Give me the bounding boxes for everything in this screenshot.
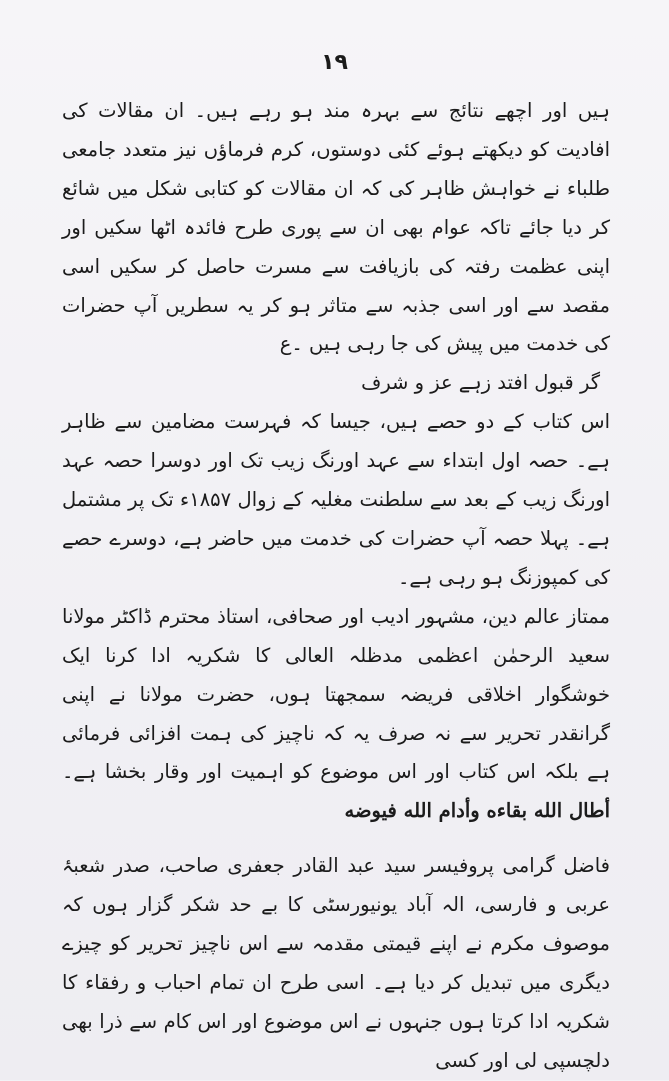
page-content [62,92,610,1081]
paragraph-book-parts: اس کتاب کے دو حصے ہیں، جیسا کہ فہرست مضامین سے ظاہر ہے۔ حصہ اول ابتداء سے عہد اورنگ زیب تک اور دوسرا حصہ عہد اورنگ زیب کے بعد سے سلطنت مغلیہ کے زوال ۱۸۵۷ء تک پر مشتمل ہے۔ پہلا حصہ آپ حضرات کی خدمت میں حاضر ہے، دوسرے حصے کی کمپوزنگ ہو رہی ہے۔ [62,410,610,589]
paragraph-acknowledgement-jafri: فاضل گرامی پروفیسر سید عبد القادر جعفری صاحب، صدر شعبۂ عربی و فارسی، الہ آباد یونیورسٹی کا بے حد شکر گزار ہوں کہ موصوف مکرم نے اپنے قیمتی مقدمہ سے اس ناچیز تحریر کو چیزے دیگری میں تبدیل کر دیا ہے۔ اسی طرح ان تمام احباب و رفقاء کا شکریہ ادا کرتا ہوں جنہوں نے اس موضوع اور اس کام سے ذرا بھی دلچسپی لی اور کسی [62,854,610,1072]
verse-line: گر قبول افتد زہے عز و شرف [361,371,600,395]
paragraph-intro: ہیں اور اچھے نتائج سے بہرہ مند ہو رہے ہیں۔ ان مقالات کی افادیت کو دیکھتے ہوئے کئی دوستوں، کرم فرماؤں نیز متعدد جامعی طلباء نے خواہش ظاہر کی کہ ان مقالات کو کتابی شکل میں شائع کر دیا جائے تاکہ عوام بھی ان سے پوری طرح فائدہ اٹھا سکیں اور اپنی عظمت رفتہ کی بازیافت سے مسرت حاصل کر سکیں اسی مقصد سے اور اسی جذبہ سے متاثر ہو کر یہ سطریں آپ حضرات کی خدمت میں پیش کی جا رہی ہیں ۔ع [62,99,610,356]
page-number: ١٩ [321,50,348,75]
paragraph-text: ممتاز عالم دین، مشہور ادیب اور صحافی، استاذ محترم ڈاکٹر مولانا سعید الرحمٰن اعظمی مدظلہ العالی کا شکریہ ادا کرنا ایک خوشگوار اخلاقی فریضہ سمجھتا ہوں، حضرت مولانا نے اپنی گرانقدر تحریر سے نہ صرف یہ کہ ناچیز کی ہمت افزائی فرمائی ہے بلکہ اس کتاب اور اس موضوع کو اہمیت اور وقار بخشا ہے۔ [62,604,610,784]
arabic-prayer: أطال الله بقاءه وأدام الله فيوضه [344,799,610,823]
paragraph-acknowledgement-azmi [62,598,610,831]
